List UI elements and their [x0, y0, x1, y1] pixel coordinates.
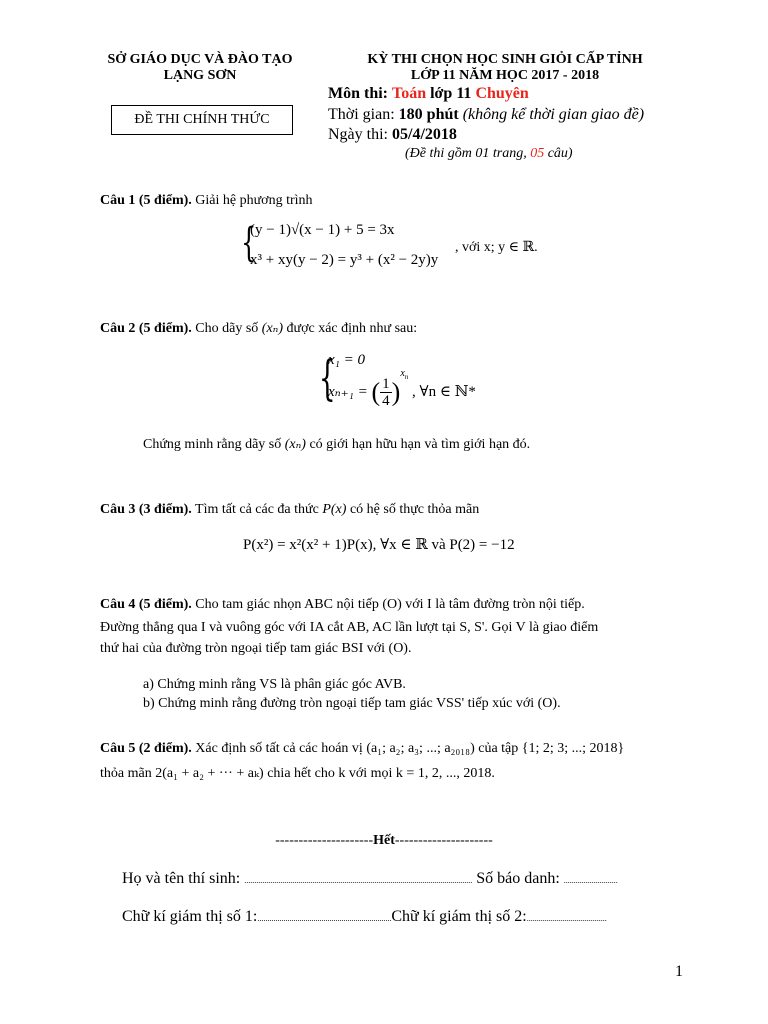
fraction-denominator: 4 — [382, 393, 390, 409]
question-2-prove — [143, 436, 530, 453]
department-line-1: SỞ GIÁO DỤC VÀ ĐÀO TẠO — [107, 52, 293, 67]
exam-title: KỲ THI CHỌN HỌC SINH GIỎI CẤP TỈNH — [367, 52, 643, 67]
question-2-prove-a: Chứng minh rằng dãy số — [143, 437, 282, 452]
candidate-name-row — [122, 870, 618, 888]
exam-title-block — [330, 52, 680, 84]
department-name — [95, 52, 305, 84]
question-4-part-b: b) Chứng minh rằng đường tròn ngoại tiếp tam giác VSS' tiếp xúc với (O). — [143, 696, 561, 711]
subject-special: Chuyên — [475, 85, 529, 102]
question-3-title: Câu 3 (3 điểm). — [100, 502, 192, 517]
question-2-heading — [100, 320, 417, 337]
page-number: 1 — [675, 963, 683, 980]
question-1-heading — [100, 193, 313, 209]
date-line — [328, 126, 457, 144]
signature-2-label: Chữ kí giám thị số 2: — [391, 908, 527, 925]
subject-label: Môn thi: — [328, 85, 388, 102]
question-1-title: Câu 1 (5 điểm). — [100, 193, 192, 208]
question-4-part-a: a) Chứng minh rằng VS là phân giác góc AVB. — [143, 677, 406, 692]
signature-1-label: Chữ kí giám thị số 1: — [122, 908, 258, 925]
time-line — [328, 106, 644, 124]
date-label: Ngày thi: — [328, 126, 388, 143]
question-2-fraction — [380, 376, 392, 409]
question-3-polynomial: P(x) — [322, 502, 347, 517]
question-1-equation-1: (y − 1)√(x − 1) + 5 = 3x — [250, 222, 395, 238]
question-4-text-1: Cho tam giác nhọn ABC nội tiếp (O) với I là tâm đường tròn nội tiếp. — [195, 597, 585, 612]
department-line-2: LẠNG SƠN — [163, 68, 237, 83]
question-4-line-3: thứ hai của đường tròn ngoại tiếp tam giác BSI với (O). — [100, 641, 412, 656]
question-5-text-1: Xác định số tất cả các hoán vị (a₁; a₂; a₃; ...; a₂₀₁₈) của tập {1; 2; 3; ...; 2018} — [195, 741, 625, 756]
candidate-name-label: Họ và tên thí sinh: — [122, 870, 241, 887]
question-3-heading — [100, 502, 479, 518]
question-2-title: Câu 2 (5 điểm). — [100, 321, 192, 336]
subject-line — [328, 85, 529, 103]
question-5-line-2: thỏa mãn 2(a₁ + a₂ + ··· + aₖ) chia hết cho k với mọi k = 1, 2, ..., 2018. — [100, 766, 495, 781]
question-3-text-b: có hệ số thực thỏa mãn — [349, 502, 480, 517]
date-value: 05/4/2018 — [392, 126, 457, 143]
question-1-text: Giải hệ phương trình — [195, 193, 313, 208]
end-mark-line: ---------------------Hết--------------------- — [275, 833, 493, 848]
note-count: 05 — [530, 146, 545, 161]
question-2-prove-b: có giới hạn hữu hạn và tìm giới hạn đó. — [309, 437, 531, 452]
question-2-equation-2: xₙ₊₁ = ( $\frac{1}{4}$ )$^{x_n}$ , ∀n ∈ ℕ* — [328, 367, 476, 409]
end-mark: Hết — [373, 833, 395, 848]
question-1-equation-2: x³ + xy(y − 2) = y³ + (x² − 2y)y — [250, 252, 439, 268]
question-2-sequence: (xₙ) — [261, 321, 283, 336]
candidate-name-field[interactable]: .................................................................................................................. — [244, 876, 473, 885]
note-prefix: (Đề thi gồm 01 trang, — [405, 146, 531, 161]
candidate-id-field[interactable]: ........................... — [563, 876, 618, 885]
question-2-equation-1: x₁ = 0 — [328, 352, 365, 368]
question-1-condition: , với x; y ∈ ℝ. — [455, 240, 538, 255]
question-2-eq2-right: , ∀n ∈ ℕ* — [412, 383, 476, 400]
time-value: 180 phút — [398, 106, 459, 123]
page-count-note — [405, 146, 573, 162]
question-5-title: Câu 5 (2 điểm). — [100, 741, 192, 756]
question-2-brace: { — [318, 350, 336, 406]
question-1-brace: { — [241, 220, 257, 266]
signature-1-field[interactable]: ................................................................... — [257, 914, 392, 923]
official-exam-box — [111, 105, 293, 135]
note-suffix: câu) — [544, 146, 573, 161]
time-note: (không kể thời gian giao đề) — [462, 106, 645, 123]
signature-2-field[interactable]: ........................................ — [526, 914, 607, 923]
signature-row — [122, 908, 607, 926]
question-2-text-a: Cho dãy số — [195, 321, 259, 336]
question-2-text-b: được xác định như sau: — [286, 321, 418, 336]
question-4-line-1 — [100, 597, 688, 613]
question-5-line-1 — [100, 741, 624, 757]
question-2-eq2-left: xₙ₊₁ = — [328, 383, 368, 400]
subject-name: Toán — [392, 85, 427, 102]
fraction-numerator: 1 — [382, 376, 390, 392]
subject-class: lớp 11 — [430, 85, 472, 102]
question-3-equation: P(x²) = x²(x² + 1)P(x), ∀x ∈ ℝ và P(2) = −12 — [243, 537, 515, 553]
question-2-prove-sequence: (xₙ) — [284, 437, 306, 452]
question-3-text-a: Tìm tất cả các đa thức — [195, 502, 319, 517]
question-4-line-2: Đường thẳng qua I và vuông góc với IA cắt AB, AC lần lượt tại S, S'. Gọi V là giao điểm — [100, 620, 599, 635]
exam-subtitle: LỚP 11 NĂM HỌC 2017 - 2018 — [410, 68, 600, 83]
candidate-id-label: Số báo danh: — [476, 870, 560, 887]
time-label: Thời gian: — [328, 106, 395, 123]
question-4-title: Câu 4 (5 điểm). — [100, 597, 192, 612]
official-exam-label: ĐỀ THI CHÍNH THỨC — [134, 112, 270, 127]
